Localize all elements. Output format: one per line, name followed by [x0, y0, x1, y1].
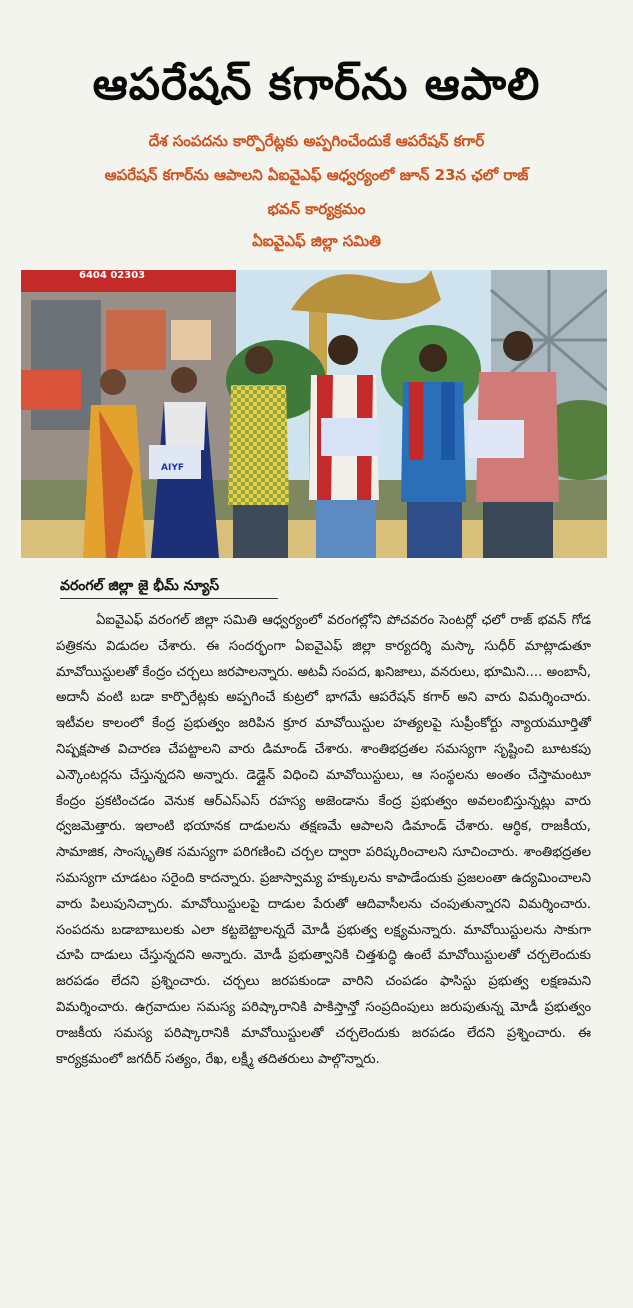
hoarding-text: 6404 02303: [79, 270, 146, 281]
byline-underline: [60, 598, 278, 599]
headline: ఆపరేషన్ కగార్‌ను ఆపాలి: [92, 59, 541, 110]
photo-illustration: [21, 270, 607, 558]
subheading-3: భవన్ కార్యక్రమం: [267, 200, 366, 218]
article-paragraph: ఏఐవైఎఫ్ వరంగల్ జిల్లా సమితి ఆధ్వర్యంలో వరంగల్లోని పోచవరం సెంటర్లో ఛలో రాజ్ భవన్ గోడ పత్రికను విడుదల చేశారు. ఈ సందర్భంగా ఏఐవైఎఫ్ జిల్లా కార్యదర్శి మస్కా సుధీర్ మాట్లాడుతూ మావోయిస్టులతో కేంద్రం చర్చలు జరపాలన్నారు. అటవీ సంపద, ఖనిజాలు, వనరులు, భూమిని.... అంబానీ, అదానీ వంటి బడా కార్పొరేట్లకు అప్పగించే కుట్రలో భాగమే ఆపరేషన్ కగార్ అని వారు విమర్శించారు. ఇటీవల కాలంలో కేంద్ర ప్రభుత్వం జరిపిన క్రూర మావోయిస్టుల హత్యలపై సుప్రీంకోర్టు న్యాయమూర్తితో నిష్పక్షపాత విచారణ చేపట్టాలని వారు డిమాండ్ చేశారు. శాంతిభద్రతల సమస్యగా సృష్టించి బూటకపు ఎన్కౌంటర్లను చేస్తున్నదని అన్నారు. డెడ్లైన్ విధించి మావోయిస్టులు, ఆ సంస్థలను అంతం చేస్తామంటూ కేంద్రం ప్రకటించడం వెనుక ఆర్ఎస్ఎస్ రహస్య అజెండాను కేంద్ర ప్రభుత్వం అవలంబిస్తున్నట్లు వారు ధ్వజమెత్తారు. ఇలాంటి భయానక దాడులను తక్షణమే ఆపాలని డిమాండ్ చేశారు. ఆర్థిక, రాజకీయ, సామాజిక, సాంస్కృతిక సమస్యగా పరిగణించి చర్చల ద్వారా పరిష్కరించాలని సూచించారు. శాంతిభద్రతల సమస్యగా చూడటం సరైంది కాదన్నారు. ప్రజాస్వామ్య హక్కులను కాపాడేందుకు ప్రజలంతా ఉద్యమించాలని వారు పిలుపునిచ్చారు. మావోయిస్టులపై దాడుల పేరుతో ఆదివాసీలను చంపుతున్నారని విమర్శించారు. సంపదను బడాబాబులకు ఎలా కట్టబెట్టాలన్నదే మోడీ ప్రభుత్వ లక్ష్యమన్నారు. మావోయిస్టులను సాకుగా చూపి దాడులు చేస్తున్నదని అన్నారు. మోడీ ప్రభుత్వానికి చిత్తశుద్ధి ఉంటే మావోయిస్టులతో చర్చలెందుకు జరపడం లేదని ప్రశ్నించారు. చర్చలు జరపకుండా వారిని చంపడం ఫాసిస్టు ప్రభుత్వ లక్షణమని విమర్శించారు. ఉగ్రవాదుల సమస్య పరిష్కారానికి పాకిస్తాన్తో సంప్రదింపులు జరుపుతున్న మోడీ ప్రభుత్వం రాజకీయ సమస్య పరిష్కారానికి మావోయిస్టులతో చర్చలెందుకు జరపడం లేదని ప్రశ్నించారు. ఈ కార్యక్రమంలో జగదీర్ సత్యం, రేఖ, లక్ష్మీ తదితరులు పాల్గొన్నారు.: [56, 613, 591, 1067]
subheading-4: ఏఐవైఎఫ్ జిల్లా సమితి: [252, 232, 381, 250]
article-body: [56, 608, 591, 1072]
poster-label: AIYF: [161, 463, 184, 473]
news-photo: [21, 270, 607, 558]
byline: వరంగల్ జిల్లా జై భీమ్ న్యూస్: [60, 578, 220, 594]
subheading-1: దేశ సంపదను కార్పొరేట్లకు అప్పగించేందుకే ఆపరేషన్ కగార్: [148, 132, 485, 150]
subheading-2: ఆపరేషన్ కగార్‌ను ఆపాలని ఏఐవైఎఫ్ ఆధ్వర్యంలో జూన్ 23న ఛలో రాజ్: [104, 166, 529, 184]
